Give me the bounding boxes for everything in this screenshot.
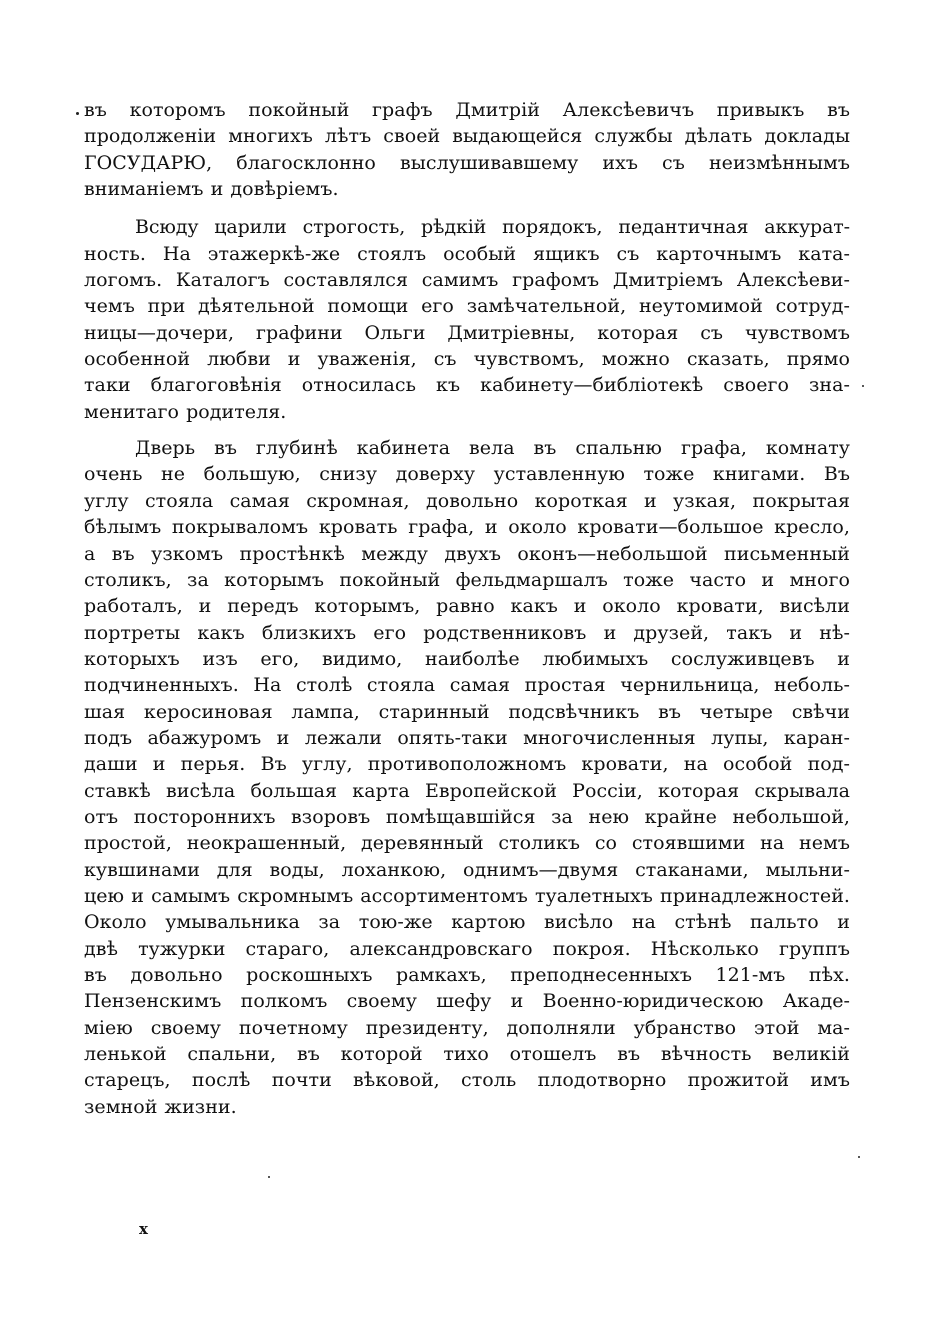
text-column (84, 97, 850, 1120)
text-line: отъ постороннихъ взоровъ помѣщавшійся за нею крайне небольшой, (84, 805, 850, 828)
paragraph-1 (84, 97, 850, 202)
text-line: земной жизни. (84, 1095, 237, 1118)
text-line: двѣ тужурки стараго, александровскаго покроя. Нѣсколько группъ (84, 937, 850, 960)
paragraph-gap (84, 202, 850, 214)
paragraph-2 (84, 214, 850, 425)
text-line: міею своему почетному президенту, дополняли убранство этой ма- (84, 1016, 850, 1039)
text-line: Около умывальника за тою-же картою висѣло на стѣнѣ пальто и (84, 911, 850, 934)
text-line: ГОСУДАРЮ, благосклонно выслушивавшему ихъ съ неизмѣннымъ (84, 151, 850, 174)
text-line: работалъ, и передъ которымъ, равно какъ и около кровати, висѣли (84, 595, 850, 618)
text-line: ленькой спальни, въ которой тихо отошелъ въ вѣчность великій (84, 1043, 850, 1066)
text-line: особенной любви и уваженія, съ чувствомъ, можно сказать, прямо (84, 348, 850, 371)
footer-mark: x (139, 1220, 148, 1238)
text-line: менитаго родителя. (84, 400, 287, 423)
text-line: подъ абажуромъ и лежали опять-таки многочисленныя лупы, каран- (84, 726, 850, 749)
text-line: подчиненныхъ. На столѣ стояла самая простая чернильница, неболь- (84, 674, 850, 697)
paragraph-gap (84, 425, 850, 435)
text-line: а въ узкомъ простѣнкѣ между двухъ оконъ—небольшой письменный (84, 542, 850, 565)
text-line: Дверь въ глубинѣ кабинета вела въ спальню графа, комнату (135, 437, 850, 460)
text-line: старецъ, послѣ почти вѣковой, столь плодотворно прожитой имъ (84, 1069, 850, 1092)
text-line: въ которомъ покойный графъ Дмитрій Алексѣевичъ привыкъ въ (84, 99, 850, 121)
text-line: въ довольно роскошныхъ рамкахъ, преподнесенныхъ 121-мъ пѣх. (84, 964, 850, 986)
text-line: столикъ, за которымъ покойный фельдмаршалъ тоже часто и много (84, 568, 850, 591)
scan-speck (268, 1176, 270, 1178)
text-line: Всюду царили строгость, рѣдкій порядокъ, педантичная аккурат- (135, 216, 850, 239)
text-line: Пензенскимъ полкомъ своему шефу и Военно-юридическою Акаде- (84, 990, 850, 1013)
text-line: очень не большую, снизу доверху уставленную тоже книгами. Въ (84, 463, 850, 486)
scan-speck (76, 112, 79, 115)
text-line: портреты какъ близкихъ его родственниковъ и друзей, такъ и нѣ- (84, 621, 850, 644)
text-line: углу стояла самая скромная, довольно короткая и узкая, покрытая (84, 489, 850, 512)
text-line: ность. На этажеркѣ-же стоялъ особый ящикъ съ карточнымъ ката- (84, 242, 850, 265)
text-line: ставкѣ висѣла большая карта Европейской Россіи, которая скрывала (84, 779, 850, 802)
text-line: вниманіемъ и довѣріемъ. (84, 178, 339, 201)
text-line: продолженіи многихъ лѣтъ своей выдающейся службы дѣлать доклады (84, 125, 850, 148)
scan-speck (858, 1156, 860, 1158)
text-line: логомъ. Каталогъ составлялся самимъ графомъ Дмитріемъ Алексѣеви- (84, 269, 850, 292)
text-line: чемъ при дѣятельной помощи его замѣчательной, неутомимой сотруд- (84, 295, 850, 318)
text-line: кувшинами для воды, лоханкою, однимъ—двумя стаканами, мыльни- (84, 858, 850, 881)
text-line: цею и самымъ скромнымъ ассортиментомъ туалетныхъ принадлежностей. (84, 884, 850, 907)
paragraph-3 (84, 435, 850, 1120)
text-line: которыхъ изъ его, видимо, наиболѣе любимыхъ сослуживцевъ и (84, 647, 850, 670)
text-line: бѣлымъ покрываломъ кровать графа, и около кровати—большое кресло, (84, 516, 850, 539)
scan-speck (862, 385, 864, 387)
text-line: даши и перья. Въ углу, противоположномъ кровати, на особой под- (84, 753, 850, 776)
text-line: простой, неокрашенный, деревянный столикъ со стоявшими на немъ (84, 832, 850, 855)
text-line: шая керосиновая лампа, старинный подсвѣчникъ въ четыре свѣчи (84, 700, 850, 723)
text-line: таки благоговѣнія относилась къ кабинету—библіотекѣ своего зна- (84, 374, 850, 397)
text-line: ницы—дочери, графини Ольги Дмитріевны, которая съ чувствомъ (84, 321, 850, 344)
